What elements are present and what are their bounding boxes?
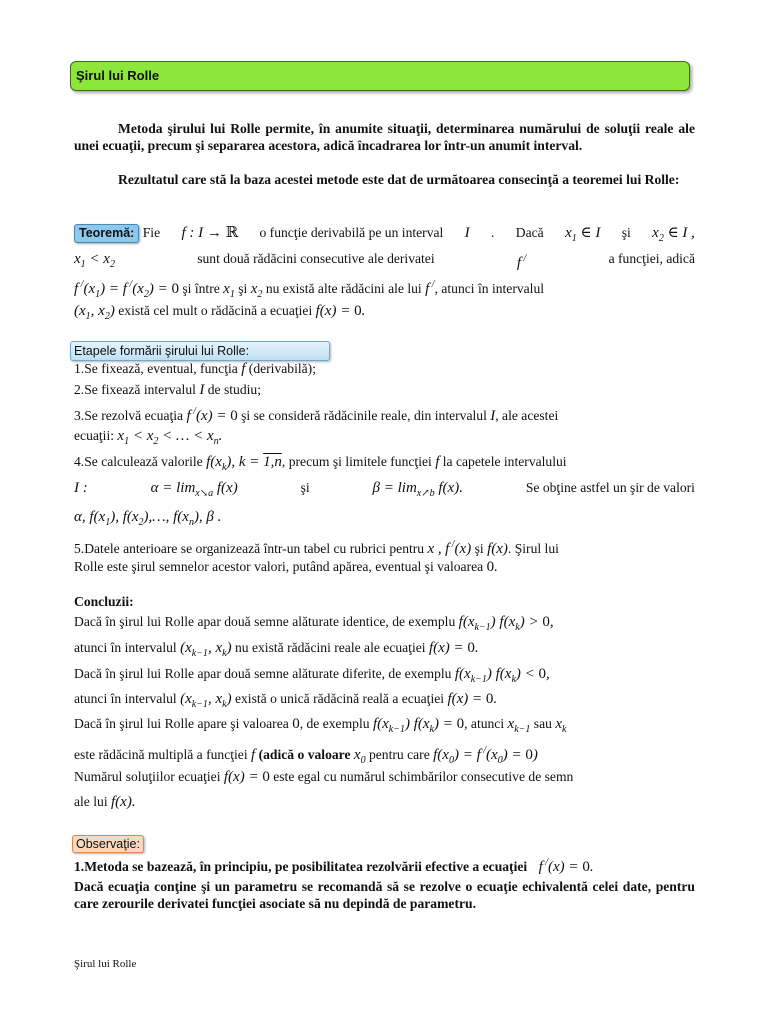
step-3-cont: ecuaţii: $x_1 < x_2$ < … < $x_n$. xyxy=(74,428,223,447)
step-3: 3.Se rezolvă ecuaţia f /(x) = 0 şi se consideră rădăcinile reale, din intervalul I, ale acestei xyxy=(74,406,559,424)
step-1: 1.Se fixează, eventual, funcţia f (derivabilă); xyxy=(74,361,316,377)
step-2: 2.Se fixează intervalul I de studiu; xyxy=(74,382,261,398)
page-footer: Şirul lui Rolle xyxy=(74,958,137,970)
conclusion-1: Dacă în şirul lui Rolle apar două semne alăturate identice, de exemplu $f(x_{k-1}) f(x_k) > 0$, xyxy=(74,614,554,633)
conclusions-heading: Concluzii: xyxy=(74,594,134,609)
steps-tag: Etapele formării şirului lui Rolle: xyxy=(70,341,330,361)
conclusion-4-cont: ale lui f(x). xyxy=(74,794,136,810)
math-function-def: f : I → ℝ xyxy=(181,225,239,241)
step-4-sequence: α, $f(x_1)$, $f(x_2),\dots$, $f(x_n)$, β . xyxy=(74,509,222,528)
conclusion-2: Dacă în şirul lui Rolle apar două semne alăturate diferite, de exemplu $f(x_{k-1}) f(x_k) < 0$, xyxy=(74,666,550,685)
conclusion-4: Numărul soluţiilor ecuaţiei f(x) = 0 este egal cu numărul schimbărilor consecutive de semn xyxy=(74,769,574,785)
theorem-tag: Teoremă: xyxy=(74,224,139,243)
intro-paragraph-2: Rezultatul care stă la baza acestei metode este dat de următoarea consecinţă a teoremei lui Rolle: xyxy=(118,172,680,187)
step-5: 5.Datele anterioare se organizează într-un tabel cu rubrici pentru x , f /(x) şi f(x). Şirul lui xyxy=(74,539,559,557)
theorem-line-2: $x_1 < x_2$ sunt două rădăcini consecutive ale derivatei f / a funcţiei, adică xyxy=(74,251,695,271)
conclusion-1-cont: atunci în intervalul ($x_{k-1}$, $x_k$) nu există rădăcini reale ale ecuaţiei f(x) = 0. xyxy=(74,640,479,659)
observation-1: 1.Metoda se bazează, în principiu, pe posibilitatea rezolvării efective a ecuaţiei f /(x) = 0. xyxy=(74,857,594,875)
observation-tag: Observaţie: xyxy=(72,835,144,853)
step-4-limits: I : $\alpha = \lim_{x↘a} f(x)$ şi $\beta = \lim_{x↗b} f(x)$. Se obţine astfel un şir de valori xyxy=(74,480,695,499)
conclusion-2-cont: atunci în intervalul ($x_{k-1}$, $x_k$) există o unică rădăcină reală a ecuaţiei f(x) = 0. xyxy=(74,691,498,710)
theorem-line-4: ($x_1$, $x_2$) există cel mult o rădăcină a ecuaţiei f(x) = 0. xyxy=(74,303,366,322)
step-4: 4.Se calculează valorile $f(x_k)$, k = 1,n, precum şi limitele funcţiei f la capetele intervalului xyxy=(74,454,567,473)
observation-2: Dacă ecuaţia conţine şi un parametru se recomandă să se rezolve o ecuaţie echivalentă celei date, pentru care zerourile derivatei funcţiei asociate să nu depindă de parametru. xyxy=(74,879,695,911)
page-title: Şirul lui Rolle xyxy=(70,61,690,91)
intro-paragraph-1: Metoda şirului lui Rolle permite, în anumite situaţii, determinarea numărului de soluţii reale ale unei ecuaţii, precum şi separarea acestora, adică încadrarea lor într-un anumit interval. xyxy=(74,121,695,153)
conclusion-3: Dacă în şirul lui Rolle apare şi valoarea 0, de exemplu $f(x_{k-1}) f(x_k) = 0$, atunci $x_{k-1}$ sau $x_k$ xyxy=(74,716,567,735)
step-5-cont: Rolle este şirul semnelor acestor valori, putând apărea, eventual şi valoarea 0. xyxy=(74,559,498,575)
observation-tag-wrap xyxy=(72,835,144,853)
theorem-line-3: f $^/(x_1) = f$ $^/(x_2) = 0$ şi între $x_1$ şi $x_2$ nu există alte rădăcini ale lui f /, atunci în intervalul xyxy=(74,279,545,300)
conclusion-3-cont: este rădăcină multiplă a funcţiei f (adică o valoare $x_0$ pentru care $f(x_0) = f$ $^/(x_0) = 0$) xyxy=(74,745,538,766)
theorem-line-1: Teoremă: Fie f : I → ℝ o funcţie derivabilă pe un interval I . Dacă $x_1$ ∈ I şi $x_2$ ∈ I , xyxy=(74,222,695,250)
